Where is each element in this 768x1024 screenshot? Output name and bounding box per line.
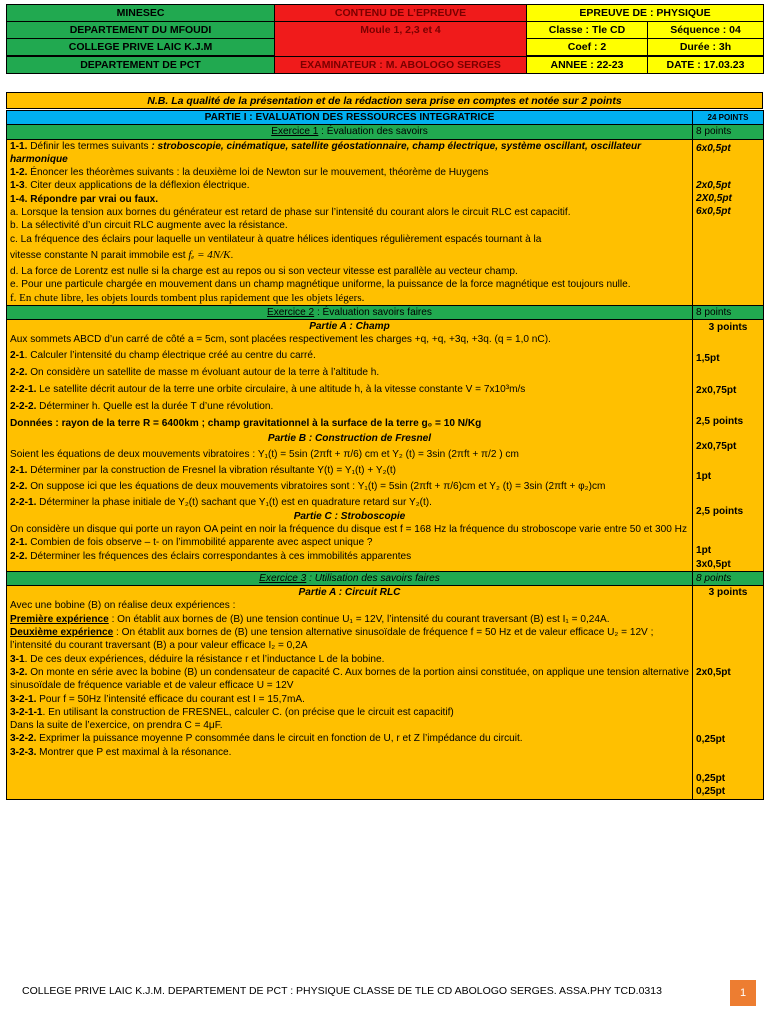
header-table: [6, 4, 764, 74]
epreuve: EPREUVE DE : PHYSIQUE: [527, 5, 764, 22]
dept-pct: DEPARTEMENT DE PCT: [7, 57, 275, 74]
duree: Durée : 3h: [648, 39, 764, 56]
college: COLLEGE PRIVE LAIC K.J.M: [7, 39, 275, 56]
ministry: MINESEC: [7, 5, 275, 22]
annee: ANNEE : 22-23: [527, 57, 648, 74]
ex3-points: 8 points: [693, 571, 764, 585]
ex1-content: 1-1. Définir les termes suivants : stroboscopie, cinématique, satellite géostationnaire, champ électrique, système oscillant, oscillateur harmonique 1-2. Énoncer les théorèmes suivants : la deuxième loi de Newton sur le mouvement, théorème de Huygens 1-3. Citer deux applications de la déflexion électrique. 1-4. Répondre par vrai ou faux. a. Lorsque la tension aux bornes du générateur est retard de phase sur l’intensité du courant alors le circuit RLC est capacitif. b. La sélectivité d’un circuit RLC augmente avec la résistance. c. La fréquence des éclairs pour laquelle un ventilateur à quatre hélices identiques régulièrement espacés tournant à la vitesse constante N parait immobile est fₑ = 4N/K. d. La force de Lorentz est nulle si la charge est au repos ou si son vecteur vitesse est parallèle au vecteur champ. e. Pour une particule chargée en mouvement dans un champ magnétique uniforme, la puissance de la force magnétique est toujours nulle. f. En chute libre, les objets lourds tombent plus rapidement que les objets légers.: [7, 139, 693, 305]
page-footer: COLLEGE PRIVE LAIC K.J.M. DEPARTEMENT DE PCT : PHYSIQUE CLASSE DE TLE CD ABOLOGO SERGES. ASSA.PHY TCD.0313: [22, 985, 662, 997]
nb-note: N.B. La qualité de la présentation et de la rédaction sera prise en comptes et notée sur 2 points: [6, 92, 763, 109]
classe: Classe : Tle CD: [527, 22, 648, 39]
ex1-points: 8 points: [693, 125, 764, 139]
ex3-title: Exercice 3 : Utilisation des savoirs faires: [7, 571, 693, 585]
partie1-points: 24 POINTS: [693, 111, 764, 125]
coef: Coef : 2: [527, 39, 648, 56]
ex3-content: Partie A : Circuit RLC Avec une bobine (B) on réalise deux expériences : Première expérience : On établit aux bornes de (B) une tension continue U₁ = 12V, l’intensité du courant traversant (B) est I₁ = 0,24A. Deuxième expérience : On établit aux bornes de (B) une tension alternative sinusoïdale de fréquence f = 50 Hz et de valeur efficace U₂ = 12V ; l’intensité du courant traversant (B) a pour valeur efficace I₂ = 0,2A 3-1. De ces deux expériences, déduire la résistance r et l’inductance L de la bobine. 3-2. On monte en série avec la bobine (B) un condensateur de capacité C. Aux bornes de la portion ainsi constituée, on applique une tension alternative sinusoïdale de fréquence variable et de valeur efficace U = 12V 3-2-1. Pour f = 50Hz l’intensité efficace du courant est I = 15,7mA. 3-2-1-1. En utilisant la construction de FRESNEL, calculer C. (on précise que le circuit est capacitif) Dans la suite de l’exercice, on prendra C = 4μF. 3-2-2. Exprimer la puissance moyenne P consommée dans le circuit en fonction de U, r et Z l’impédance du circuit. 3-2-3. Montrer que P est maximal à la résonance.: [7, 586, 693, 799]
content-title: CONTENU DE L’EPREUVE: [275, 5, 527, 22]
date: DATE : 17.03.23: [648, 57, 764, 74]
partie1-title: PARTIE I : EVALUATION DES RESSOURCES INTEGRATRICE: [7, 111, 693, 125]
sequence: Séquence : 04: [648, 22, 764, 39]
ex1-points-col: 6x0,5pt 2x0,5pt 2X0,5pt 6x0,5pt: [693, 139, 764, 305]
ex2-points: 8 points: [693, 305, 764, 319]
exam-content: [6, 110, 764, 800]
ex2-content: Partie A : Champ Aux sommets ABCD d’un carré de côté a = 5cm, sont placées respectivement les charges +q, +q, +3q, +3q. (q = 1,0 nC). 2-1. Calculer l’intensité du champ électrique créé au centre du carré. 2-2. On considère un satellite de masse m évoluant autour de la terre à l’altitude h. 2-2-1. Le satellite décrit autour de la terre une orbite circulaire, à une altitude h, à la vitesse constante V = 7x10³m/s 2-2-2. Déterminer h. Quelle est la durée T d’une révolution. Données : rayon de la terre R = 6400km ; champ gravitationnel à la surface de la terre g₀ = 10 N/Kg Partie B : Construction de Fresnel Soient les équations de deux mouvements vibratoires : Y₁(t) = 5sin (2πft + π/6) cm et Y₂ (t) = 3sin (2πft + π/2 ) cm 2-1. Déterminer par la construction de Fresnel la vibration résultante Y(t) = Y₁(t) + Y₂(t) 2-2. On suppose ici que les équations de deux mouvements vibratoires sont : Y₁(t) = 5sin (2πft + π/6)cm et Y₂ (t) = 3sin (2πft + φ₂)cm 2-2-1. Déterminer la phase initiale de Y₂(t) sachant que Y₁(t) est en quadrature retard sur Y₂(t). Partie C : Stroboscopie On considère un disque qui porte un rayon OA peint en noir la fréquence du disque est f = 168 Hz la fréquence du stroboscope varie entre 50 et 300 Hz 2-1. Combien de fois observe – t- on l’immobilité apparente avec aspect unique ? 2-2. Déterminer les fréquences des éclairs correspondantes à ces immobilités apparentes: [7, 320, 693, 572]
department: DEPARTEMENT DU MFOUDI: [7, 22, 275, 39]
ex2-title: Exercice 2 : Évaluation savoirs faires: [7, 305, 693, 319]
modules: Moule 1, 2,3 et 4: [275, 22, 527, 57]
fan-frequency-formula: fₑ = 4N/K: [188, 248, 231, 261]
ex2-points-col: 3 points 1,5pt 2x0,75pt 2,5 points 2x0,75pt 1pt 2,5 points 1pt 3x0,5pt: [693, 320, 764, 572]
ex1-title: Exercice 1 : Évaluation des savoirs: [7, 125, 693, 139]
examiner: EXAMINATEUR : M. ABOLOGO SERGES: [275, 57, 527, 74]
page-number: 1: [730, 980, 756, 1006]
ex3-points-col: 3 points 2x0,5pt 0,25pt 0,25pt 0,25pt: [693, 586, 764, 799]
